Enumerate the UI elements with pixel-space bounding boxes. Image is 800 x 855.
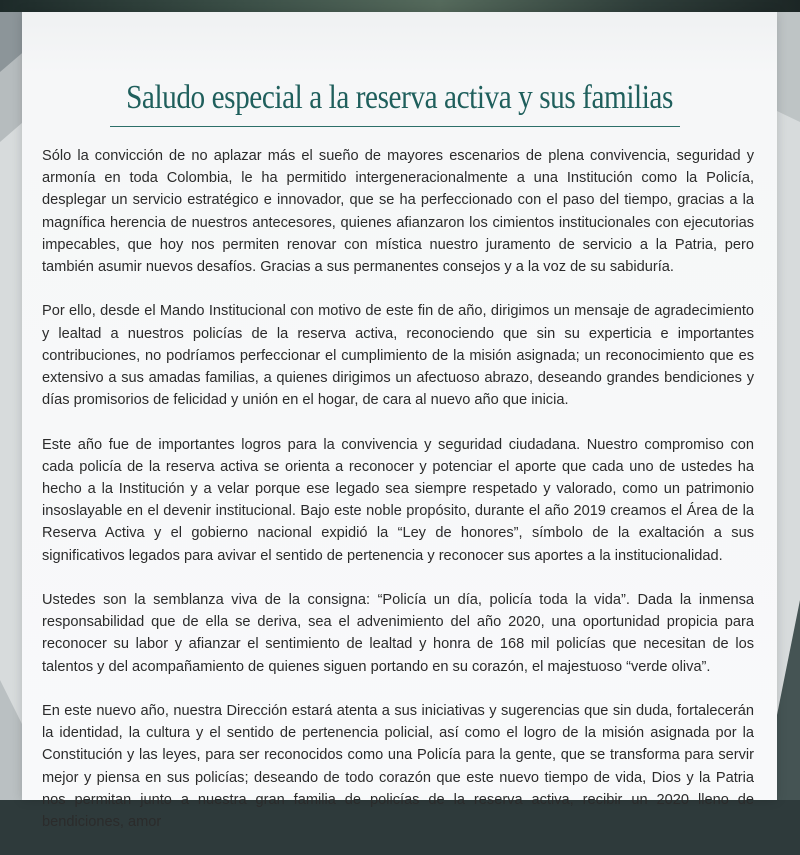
paragraph-4: Ustedes son la semblanza viva de la consigna: “Policía un día, policía toda la vida”. Dada la inmensa responsabilidad que de ella se deriva, sea el advenimiento del año 2020, una oportunidad propicia para reconocer su labor y afianzar el sentimiento de lealtad y honra de 168 mil policías que necesitan de los talentos y del acompañamiento de quienes siguen portando en su corazón, el majestuoso “verde oliva”. [42,592,754,675]
document-title: Saludo especial a la reserva activa y sus familias [126,79,673,116]
paragraph-1: Sólo la convicción de no aplazar más el sueño de mayores escenarios de plena convivencia, seguridad y armonía en toda Colombia, le ha permitido intergeneracionalmente a una Institución como la Policía, desplegar un servicio estratégico e innovador, que se ha perfeccionado con el paso del tiempo, gracias a la magnífica herencia de nuestros antecesores, quienes afianzaron los cimientos institucionales con ejecutorias impecables, que hoy nos permiten renovar con mística nuestro juramento de servicio a la Patria, pero también asumir nuevos desafíos. Gracias a sus permanentes consejos y a la voz de su sabiduría. [42,148,754,276]
title-underline [110,126,680,127]
document-body [42,145,754,855]
top-decorative-strip [0,0,800,12]
paragraph-3: Este año fue de importantes logros para la convivencia y seguridad ciudadana. Nuestro compromiso con cada policía de la reserva activa se orienta a reconocer y potenciar el aporte que cada uno de ustedes ha hecho a la Institución y a velar porque ese legado sea siempre respetado y valorado, como un patrimonio insoslayable en el devenir institucional. Bajo este noble propósito, durante el año 2019 creamos el Área de la Reserva Activa y el gobierno nacional expidió la “Ley de honores”, símbolo de la exaltación a sus significativos legados para avivar el sentido de pertenencia y reconocer sus aportes a la institucionalidad. [42,436,754,564]
paragraph-5: En este nuevo año, nuestra Dirección estará atenta a sus iniciativas y sugerencias que sin duda, fortalecerán la identidad, la cultura y el sentido de pertenencia policial, así como el logro de la misión asignada por la Constitución y las leyes, para ser reconocidos como una Policía para la gente, que se transforma para servir mejor y piensa en sus policías; deseando de todo corazón que este nuevo tiempo de vida, Dios y la Patria nos permitan junto a nuestra gran familia de policías de la reserva activa, recibir un 2020 lleno de bendiciones, amor [42,703,754,831]
paragraph-2: Por ello, desde el Mando Institucional con motivo de este fin de año, dirigimos un mensaje de agradecimiento y lealtad a nuestros policías de la reserva activa, reconociendo que sin su experticia e importantes contribuciones, no podríamos perfeccionar el cumplimiento de la misión asignada; un reconocimiento que es extensivo a sus amadas familias, a quienes dirigimos un afectuoso abrazo, deseando grandes bendiciones y días promisorios de felicidad y unión en el hogar, de cara al nuevo año que inicia. [42,303,754,409]
document-sheet [22,12,777,831]
